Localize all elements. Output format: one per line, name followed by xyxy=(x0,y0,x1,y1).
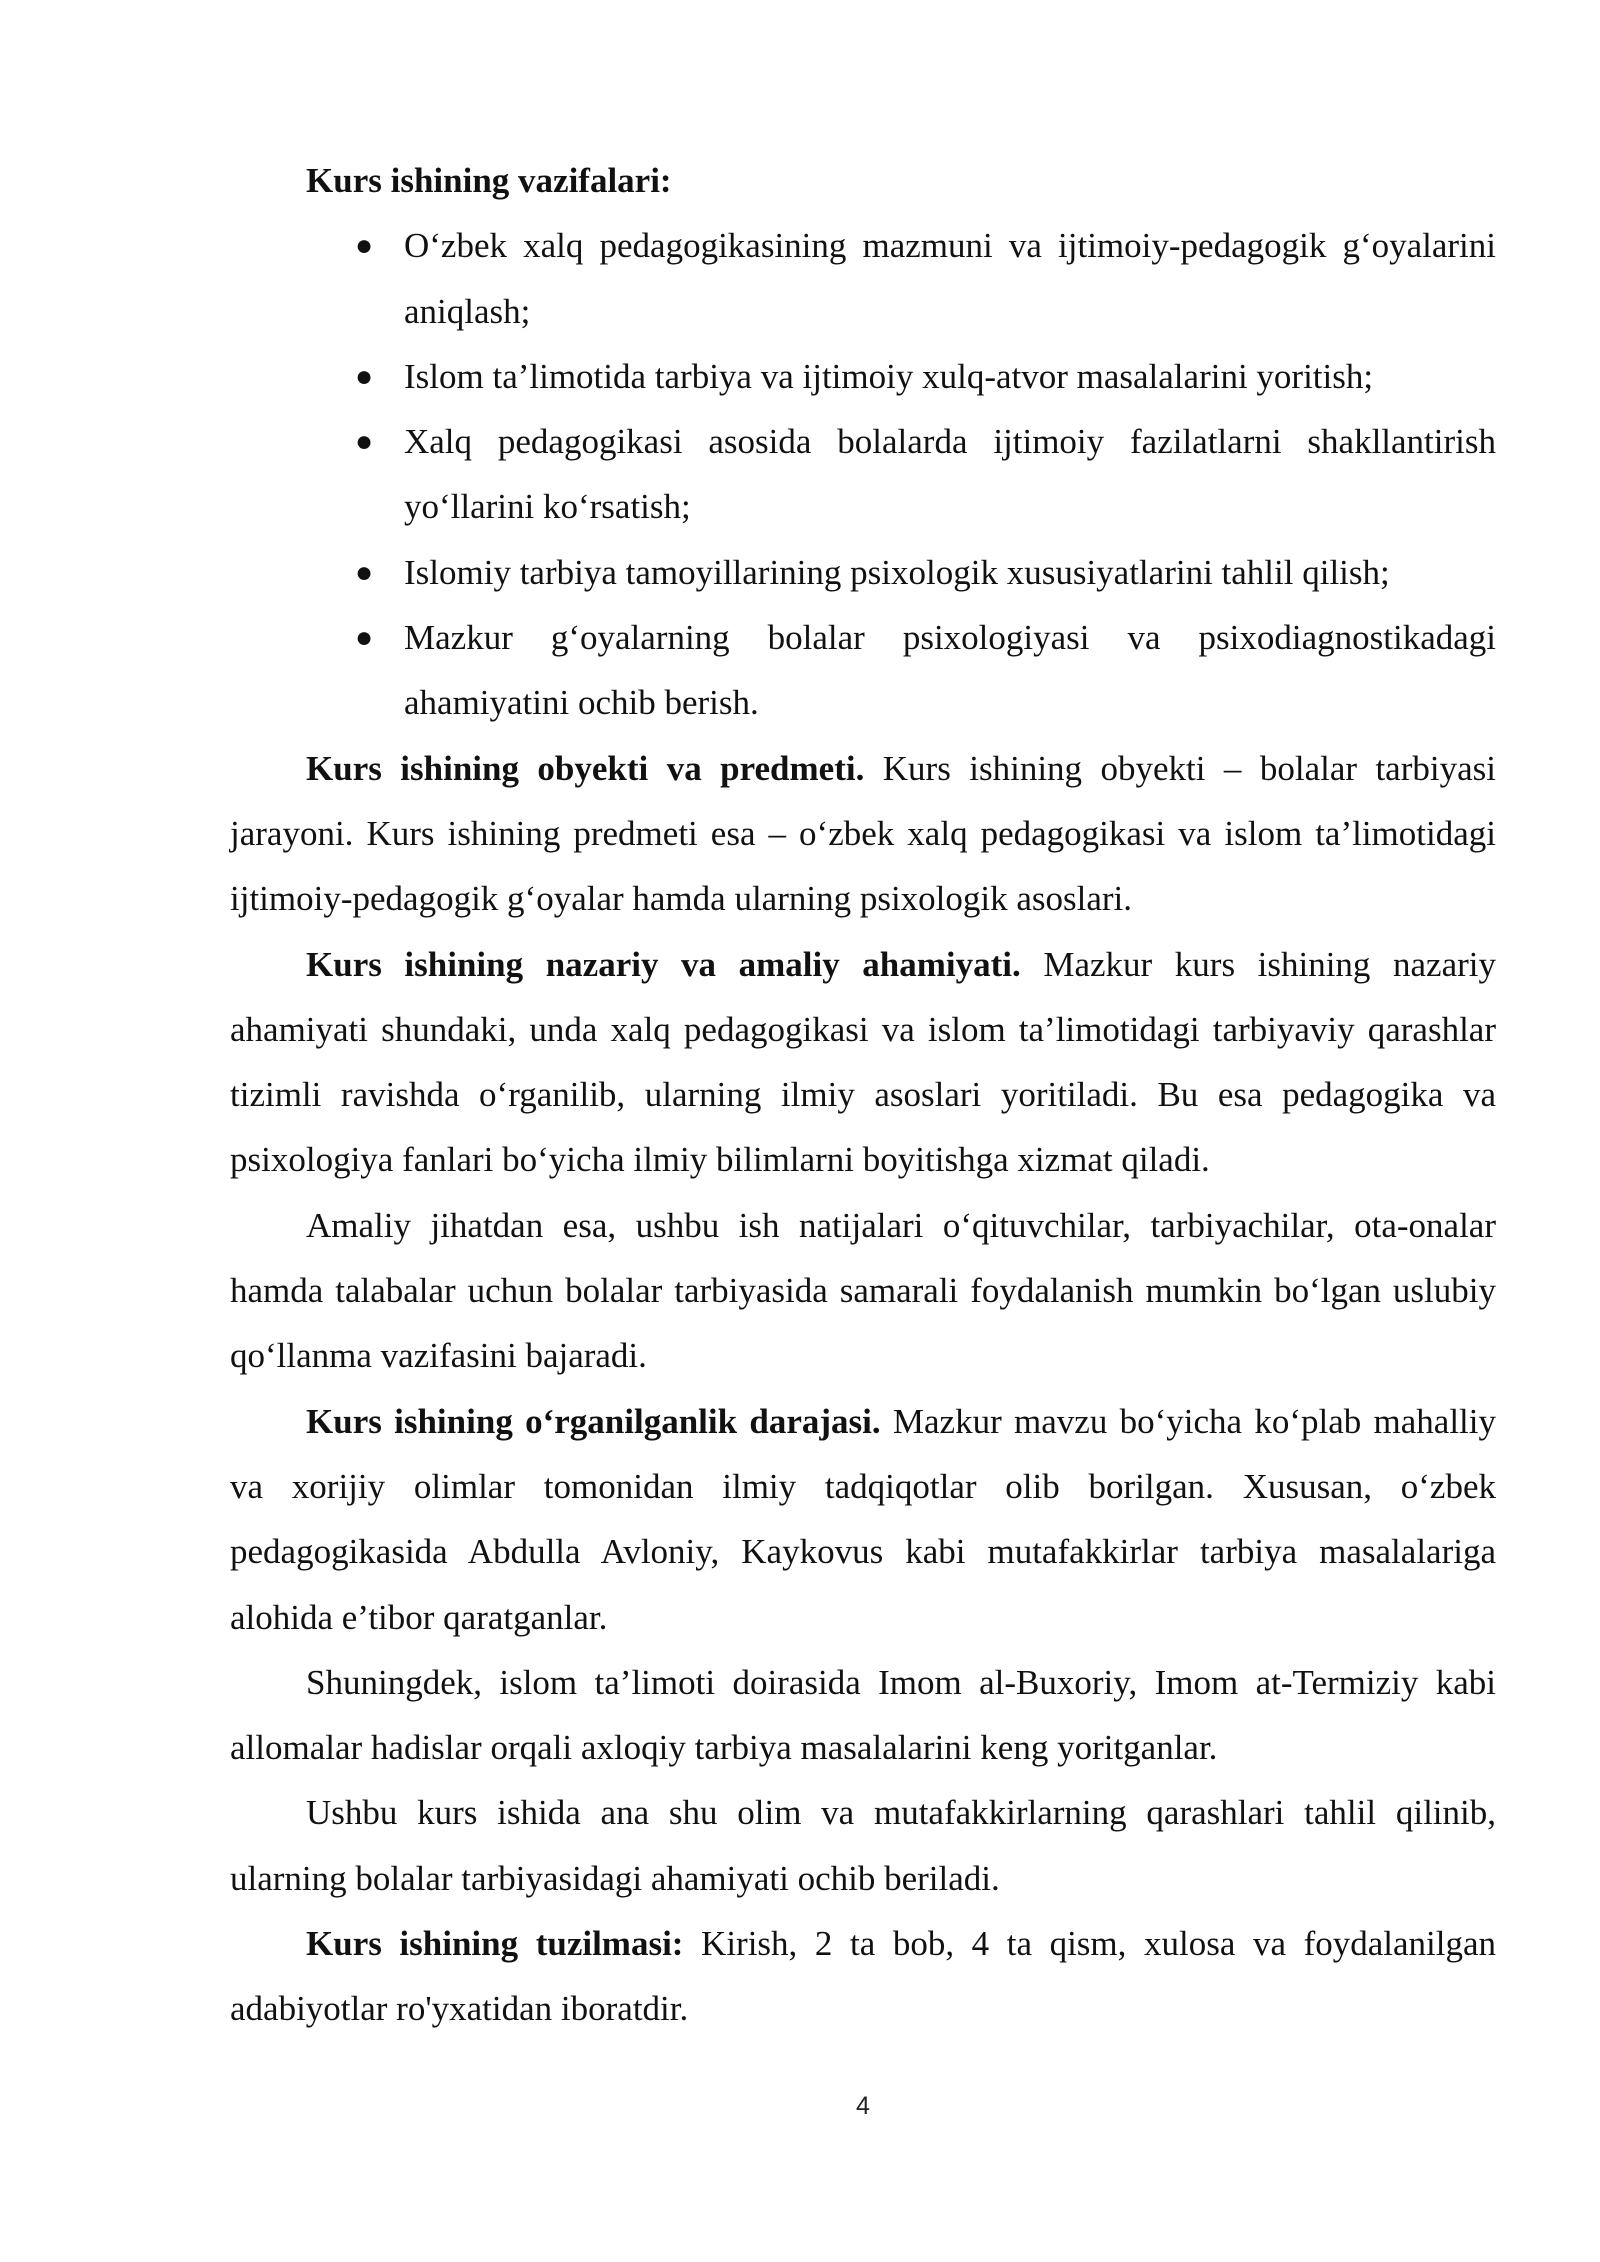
bullet-icon: ● xyxy=(355,555,374,589)
paragraph-lead: Kurs ishining o‘rganilganlik darajasi. xyxy=(306,1401,881,1441)
paragraph-text: Ushbu kurs ishida ana shu olim va mutafakkirlarning qarashlari tahlil qilinib, ularning bolalar tarbiyasidagi ahamiyati ochib beriladi. xyxy=(230,1793,1496,1898)
paragraph-text: Amaliy jihatdan esa, ushbu ish natijalari o‘qituvchilar, tarbiyachilar, ota-onalar hamda talabalar uchun bolalar tarbiyasida samarali foydalanish mumkin bo‘lgan uslubiy qo‘llanma vazifasini bajaradi. xyxy=(230,1205,1496,1376)
list-item xyxy=(230,540,1496,605)
significance-paragraph xyxy=(230,932,1496,1193)
list-item-text: Islomiy tarbiya tamoyillarining psixologik xususiyatlarini tahlil qilish; xyxy=(404,552,1390,592)
bullet-icon: ● xyxy=(355,229,374,263)
paragraph-lead: Kurs ishining tuzilmasi: xyxy=(306,1924,684,1964)
bullet-icon: ● xyxy=(355,425,374,459)
list-item xyxy=(230,213,1496,344)
bullet-icon: ● xyxy=(355,359,374,393)
list-item xyxy=(230,344,1496,409)
islamic-scholars-paragraph xyxy=(230,1650,1496,1781)
list-item xyxy=(230,409,1496,540)
list-item-text: O‘zbek xalq pedagogikasining mazmuni va ijtimoiy-pedagogik g‘oyalarini aniqlash; xyxy=(404,226,1496,331)
list-item xyxy=(230,605,1496,736)
list-item-text: Xalq pedagogikasi asosida bolalarda ijtimoiy fazilatlarni shakllantirish yo‘llarini ko‘rsatish; xyxy=(404,422,1496,527)
analysis-paragraph xyxy=(230,1780,1496,1911)
paragraph-text: Mazkur kurs ishining nazariy ahamiyati shundaki, unda xalq pedagogikasi va islom ta’limotidagi tarbiyaviy qarashlar tizimli ravishda o‘rganilib, ularning ilmiy asoslari yoritiladi. Bu esa pedagogika va psixologiya fanlari bo‘yicha ilmiy bilimlarni boyitishga xizmat qiladi. xyxy=(230,944,1496,1180)
list-item-text: Mazkur g‘oyalarning bolalar psixologiyasi va psixodiagnostikadagi ahamiyatini ochib berish. xyxy=(404,618,1496,723)
tasks-heading: Kurs ishining vazifalari: xyxy=(306,161,672,200)
page-number: 4 xyxy=(856,2092,870,2120)
list-item-text: Islom ta’limotida tarbiya va ijtimoiy xulq-atvor masalalarini yoritish; xyxy=(404,356,1374,396)
paragraph-lead: Kurs ishining obyekti va predmeti. xyxy=(306,748,865,788)
study-level-paragraph xyxy=(230,1389,1496,1650)
paragraph-lead: Kurs ishining nazariy va amaliy ahamiyati. xyxy=(306,944,1021,984)
paragraph-text: Kurs ishining obyekti – bolalar tarbiyasi jarayoni. Kurs ishining predmeti esa – o‘zbek xalq pedagogikasi va islom ta’limotidagi ijtimoiy-pedagogik g‘oyalar hamda ularning psixologik asoslari. xyxy=(230,748,1496,919)
paragraph-text: Kirish, 2 ta bob, 4 ta qism, xulosa va foydalanilgan adabiyotlar ro'yxatidan iboratdir. xyxy=(230,1924,1496,2029)
bullet-icon: ● xyxy=(355,621,374,655)
paragraph-text: Mazkur mavzu bo‘yicha ko‘plab mahalliy va xorijiy olimlar tomonidan ilmiy tadqiqotlar olib borilgan. Xususan, o‘zbek pedagogikasida Abdulla Avloniy, Kaykovus kabi mutafakkirlar tarbiya masalalariga alohida e’tibor qaratganlar. xyxy=(230,1401,1496,1637)
tasks-list xyxy=(230,213,1496,735)
paragraph-text: Shuningdek, islom ta’limoti doirasida Imom al-Buxoriy, Imom at-Termiziy kabi allomalar hadislar orqali axloqiy tarbiya masalalarini keng yoritganlar. xyxy=(230,1662,1496,1768)
document-page xyxy=(230,148,1496,2042)
structure-paragraph xyxy=(230,1911,1496,2042)
practical-paragraph xyxy=(230,1193,1496,1389)
object-subject-paragraph xyxy=(230,736,1496,932)
